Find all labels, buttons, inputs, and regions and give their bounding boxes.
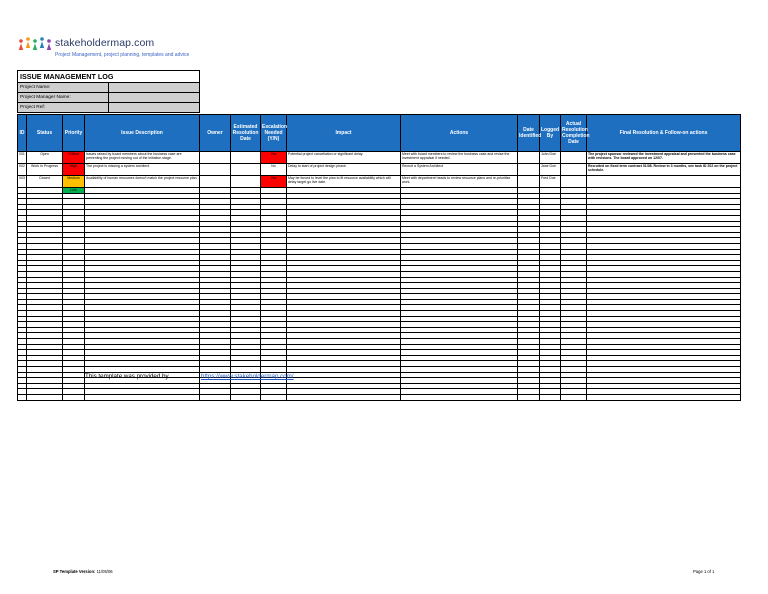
empty-cell[interactable] [540,394,561,400]
issue-actual-date[interactable] [561,176,587,188]
col-header-actions: Actions [401,115,518,152]
issue-impact[interactable]: Delay to start of project design phase. [287,164,401,176]
issue-owner[interactable] [200,152,231,164]
col-header-date-identified: Date Identified [518,115,540,152]
issue-final-resolution[interactable]: Recruited on fixed term contract 01/08. Review in 3 months, see task ID 202 on the project schedule. [587,164,741,176]
empty-cell[interactable] [27,394,63,400]
project-ref-label: Project Ref: [18,103,109,113]
empty-cell[interactable] [231,394,261,400]
table-row [18,394,741,400]
col-header-priority: Priority [63,115,85,152]
logo-name: stakeholdermap.com [55,37,155,49]
empty-cell[interactable] [561,394,587,400]
template-credit-text: This template was provided by [85,373,169,380]
issue-owner[interactable] [200,164,231,176]
person-head-icon [19,39,23,43]
issue-est-date[interactable] [231,164,261,176]
project-manager-label: Project Manager Name: [18,93,109,103]
project-ref-field[interactable] [109,103,200,113]
empty-cell[interactable] [200,394,231,400]
template-version [53,569,113,574]
col-header-owner: Owner [200,115,231,152]
issue-date-identified[interactable] [518,176,540,188]
empty-cell[interactable] [261,394,287,400]
issue-actual-date[interactable] [561,152,587,164]
empty-cell[interactable] [85,394,200,400]
person-body-icon [47,43,51,50]
issue-actions[interactable]: Meet with department heads to review resource plans and re-prioritise work. [401,176,518,188]
col-header-status: Status [27,115,63,152]
person-body-icon [40,41,44,48]
issue-escalation[interactable]: Yes [261,152,287,164]
project-info-table [17,70,200,113]
page-number: Page 1 of 1 [693,569,715,574]
stakeholders-logo-icon [18,36,54,54]
person-body-icon [33,43,37,50]
issue-status[interactable]: Work In Progress [27,164,63,176]
col-header-final-resolution: Final Resolution & Follow-on actions [587,115,741,152]
col-header-escalation: Escalation Needed (Y/N) [261,115,287,152]
issue-final-resolution[interactable]: The project sponsor reviewed the investment appraisal and presented the business case with revisions. The board approved on 12/07. [587,152,741,164]
person-head-icon [40,37,44,41]
issue-actions[interactable]: Meet with board members to review the business case and revise the investment appraisal if needed. [401,152,518,164]
priority-low[interactable]: Low [63,188,85,194]
empty-cell[interactable] [18,394,27,400]
logo-tagline: Project Management, project planning, templates and advice [55,52,190,58]
issue-status[interactable]: Closed [27,176,63,188]
project-name-label: Project Name: [18,83,109,93]
empty-cell[interactable] [287,394,401,400]
table-header-row [18,115,741,152]
issue-id[interactable]: 003 [18,176,27,188]
col-header-description: Issue Description [85,115,200,152]
person-body-icon [26,41,30,48]
person-head-icon [47,39,51,43]
col-header-logged-by: Logged By [540,115,561,152]
issue-impact[interactable]: Potential project cancellation or significant delay. [287,152,401,164]
version-value: 11/05/06 [96,569,113,574]
issue-priority[interactable]: High [63,164,85,176]
issue-actual-date[interactable] [561,164,587,176]
issue-impact[interactable]: May be forced to level the plan to fit resource availability which will delay target go live date. [287,176,401,188]
person-head-icon [26,37,30,41]
stakeholdermap-link[interactable]: https://www.stakeholdermap.com/ [201,373,294,380]
issue-owner[interactable] [200,176,231,188]
issue-logged-by[interactable]: Fred Doe [540,176,561,188]
issue-description[interactable]: The project is missing a system architect. [85,164,200,176]
empty-cell[interactable] [518,394,540,400]
table-row [18,176,741,188]
issue-id[interactable]: 002 [18,164,27,176]
issue-status[interactable]: Open [27,152,63,164]
col-header-impact: Impact [287,115,401,152]
col-header-id: ID [18,115,27,152]
issue-priority[interactable]: Critical [63,152,85,164]
issue-date-identified[interactable] [518,152,540,164]
issue-est-date[interactable] [231,152,261,164]
issue-logged-by[interactable]: John Doe [540,152,561,164]
col-header-est-date: Estimated Resolution Date [231,115,261,152]
project-manager-field[interactable] [109,93,200,103]
issue-description[interactable]: Availability of human resources doesn't match the project resource plan. [85,176,200,188]
logo [18,34,278,64]
empty-cell[interactable] [401,394,518,400]
issue-priority[interactable]: Medium [63,176,85,188]
issue-actions[interactable]: Recruit a System Architect [401,164,518,176]
issue-escalation[interactable]: No [261,164,287,176]
person-body-icon [19,43,23,50]
col-header-actual-date: Actual Resolution Completion Date [561,115,587,152]
empty-cell[interactable] [63,394,85,400]
issue-id[interactable]: 001 [18,152,27,164]
person-head-icon [33,39,37,43]
project-name-field[interactable] [109,83,200,93]
version-label: SP Template Version: [53,569,96,574]
table-row [18,164,741,176]
issue-escalation[interactable]: Yes [261,176,287,188]
log-title: ISSUE MANAGEMENT LOG [18,71,200,83]
issue-description[interactable]: Issues raised by board members about the business case are preventing the project moving out of the initiation stage. [85,152,200,164]
empty-cell[interactable] [587,394,741,400]
issue-final-resolution[interactable] [587,176,741,188]
issue-est-date[interactable] [231,176,261,188]
issue-log-table [17,114,741,401]
table-row [18,152,741,164]
issue-logged-by[interactable]: Jane Doe [540,164,561,176]
issue-date-identified[interactable] [518,164,540,176]
